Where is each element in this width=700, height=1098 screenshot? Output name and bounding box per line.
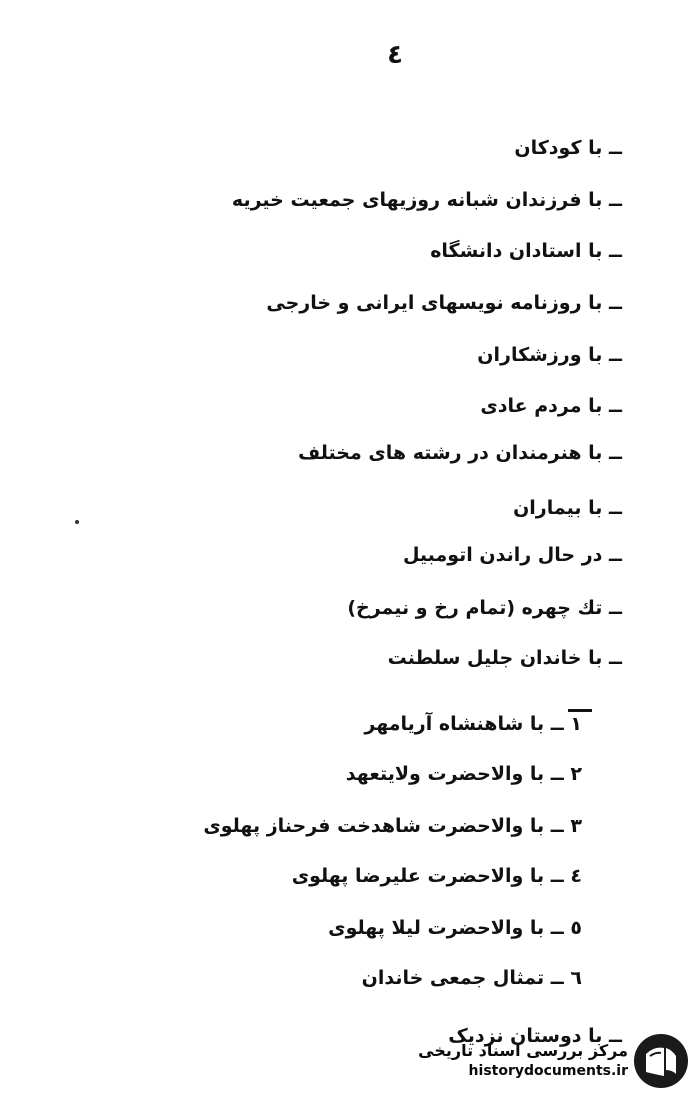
list-item: ــ با خاندان جلیل سلطنت [387, 647, 622, 669]
numbered-item: ۳ ــ با والاحضرت شاهدخت فرحناز پهلوی [203, 815, 582, 837]
list-item: ــ با هنرمندان در رشته های مختلف [298, 442, 622, 464]
watermark [418, 1040, 628, 1080]
list-item: ــ با دوستان نزدیک [448, 1025, 622, 1047]
document-archive-logo-icon [632, 1032, 690, 1090]
list-item: ــ با روزنامه نویسهای ایرانی و خارجی [266, 292, 622, 314]
list-item: ــ با مردم عادی [480, 395, 622, 417]
list-item: ــ با فرزندان شبانه روزیهای جمعیت خیریه [231, 189, 622, 211]
list-item: ــ با کودکان [514, 137, 622, 159]
list-item: ــ با ورزشکاران [477, 344, 622, 366]
page-number: ٤ [387, 40, 403, 70]
numbered-item: ۱ ــ با شاهنشاه آریامهر [364, 713, 582, 735]
numbered-item: ۲ ــ با والاحضرت ولایتعهد [345, 763, 582, 785]
list-item: ــ با استادان دانشگاه [430, 240, 622, 262]
scan-speck [75, 520, 79, 524]
numbered-item: ٤ ــ با والاحضرت علیرضا پهلوی [291, 865, 582, 887]
list-item: ــ تك چهره (تمام رخ و نیمرخ) [347, 597, 622, 619]
list-item: ــ با بیماران [513, 497, 622, 519]
watermark-url: historydocuments.ir [468, 1063, 628, 1079]
list-item: ــ در حال راندن اتومبیل [402, 544, 622, 566]
numbered-item: ٦ ــ تمثال جمعی خاندان [361, 967, 582, 989]
numbered-item: ٥ ــ با والاحضرت لیلا پهلوی [328, 917, 582, 939]
watermark-title: مرکز بررسی اسناد تاریخی [418, 1041, 628, 1060]
